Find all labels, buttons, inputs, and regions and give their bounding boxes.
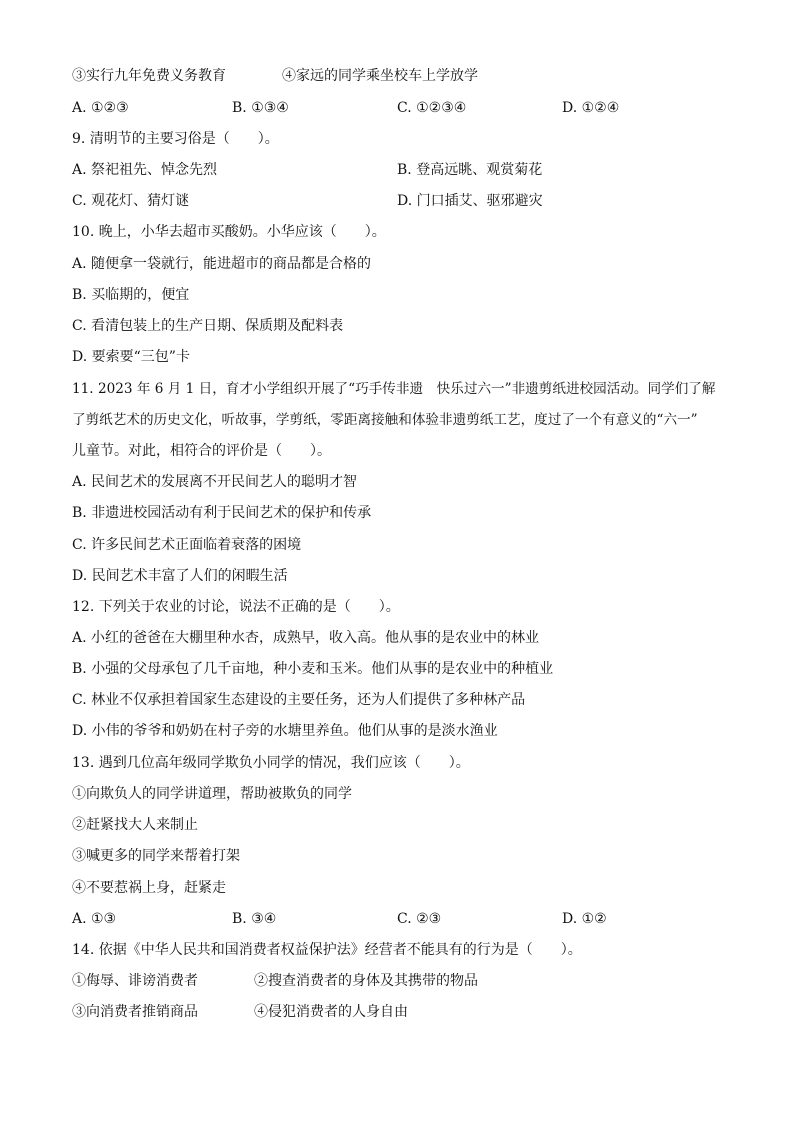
q11-option-a[interactable]: A. 民间艺术的发展离不开民间艺人的聪明才智 — [72, 474, 358, 490]
q11-option-d[interactable]: D. 民间艺术丰富了人们的闲暇生活 — [72, 568, 288, 584]
q8-option-c[interactable]: C. ①②③④ — [397, 100, 467, 116]
q13-stem: 13. 遇到几位高年级同学欺负小同学的情况，我们应该（ ）。 — [72, 755, 470, 771]
q14-statements-row1 — [72, 971, 754, 991]
q13-options — [72, 909, 754, 929]
q9-option-d[interactable]: D. 门口插艾、驱邪避灾 — [397, 193, 543, 209]
q11-stem-line1: 11. 2023 年 6 月 1 日，育才小学组织开展了“巧手传非遗 快乐过六一”非遗剪纸进校园活动。同学们了解 — [72, 381, 716, 397]
q12-option-a[interactable]: A. 小红的爸爸在大棚里种水杏，成熟早，收入高。他从事的是农业中的林业 — [72, 630, 540, 646]
q9-option-a[interactable]: A. 祭祀祖先、悼念先烈 — [72, 162, 218, 178]
q14-stem: 14. 依据《中华人民共和国消费者权益保护法》经营者不能具有的行为是（ ）。 — [72, 942, 582, 958]
q9-stem: 9. 清明节的主要习俗是（ ）。 — [72, 131, 279, 147]
q8-options — [72, 98, 754, 118]
q13-option-a[interactable]: A. ①③ — [72, 911, 117, 927]
q11-stem-line3: 儿童节。对此，相符合的评价是（ ）。 — [72, 443, 331, 459]
q9-options-row2 — [72, 191, 754, 211]
q11-option-c[interactable]: C. 许多民间艺术正面临着衰落的困境 — [72, 537, 302, 553]
q14-statement-3: ③向消费者推销商品 — [72, 1004, 198, 1020]
q14-statements-row2 — [72, 1002, 754, 1022]
statement-3: ③实行九年免费义务教育 — [72, 68, 226, 84]
q13-statement-3: ③喊更多的同学来帮着打架 — [72, 848, 240, 864]
q11-option-b[interactable]: B. 非遗进校园活动有利于民间艺术的保护和传承 — [72, 505, 372, 521]
statement-4: ④家远的同学乘坐校车上学放学 — [282, 68, 478, 84]
q10-option-d[interactable]: D. 要索要“三包”卡 — [72, 349, 190, 365]
q13-statement-4: ④不要惹祸上身，赶紧走 — [72, 880, 226, 896]
q10-stem: 10. 晚上，小华去超市买酸奶。小华应该（ ）。 — [72, 224, 386, 240]
q8-option-b[interactable]: B. ①③④ — [232, 100, 289, 116]
q9-option-c[interactable]: C. 观花灯、猜灯谜 — [72, 193, 190, 209]
q13-option-d[interactable]: D. ①② — [562, 911, 607, 927]
q8-statements-row — [72, 66, 754, 86]
q12-option-c[interactable]: C. 林业不仅承担着国家生态建设的主要任务，还为人们提供了多种林产品 — [72, 692, 526, 708]
q12-stem: 12. 下列关于农业的讨论，说法不正确的是（ ）。 — [72, 599, 400, 615]
q9-options-row1 — [72, 160, 754, 180]
q10-option-b[interactable]: B. 买临期的，便宜 — [72, 287, 190, 303]
q10-option-c[interactable]: C. 看清包装上的生产日期、保质期及配料表 — [72, 318, 344, 334]
q14-statement-1: ①侮辱、诽谤消费者 — [72, 973, 198, 989]
q14-statement-2: ②搜查消费者的身体及其携带的物品 — [254, 973, 478, 989]
q12-option-b[interactable]: B. 小强的父母承包了几千亩地，种小麦和玉米。他们从事的是农业中的种植业 — [72, 661, 554, 677]
q8-option-a[interactable]: A. ①②③ — [72, 100, 129, 116]
q13-option-b[interactable]: B. ③④ — [232, 911, 277, 927]
q9-option-b[interactable]: B. 登高远眺、观赏菊花 — [397, 162, 543, 178]
q11-stem-line2: 了剪纸艺术的历史文化，听故事，学剪纸，零距离接触和体验非遗剪纸工艺，度过了一个有意义的“六一” — [72, 412, 698, 428]
q13-option-c[interactable]: C. ②③ — [397, 911, 442, 927]
q12-option-d[interactable]: D. 小伟的爷爷和奶奶在村子旁的水塘里养鱼。他们从事的是淡水渔业 — [72, 723, 498, 739]
q10-option-a[interactable]: A. 随便拿一袋就行，能进超市的商品都是合格的 — [72, 256, 372, 272]
q14-statement-4: ④侵犯消费者的人身自由 — [254, 1004, 408, 1020]
q13-statement-2: ②赶紧找大人来制止 — [72, 817, 198, 833]
q8-option-d[interactable]: D. ①②④ — [562, 100, 620, 116]
q13-statement-1: ①向欺负人的同学讲道理，帮助被欺负的同学 — [72, 786, 352, 802]
